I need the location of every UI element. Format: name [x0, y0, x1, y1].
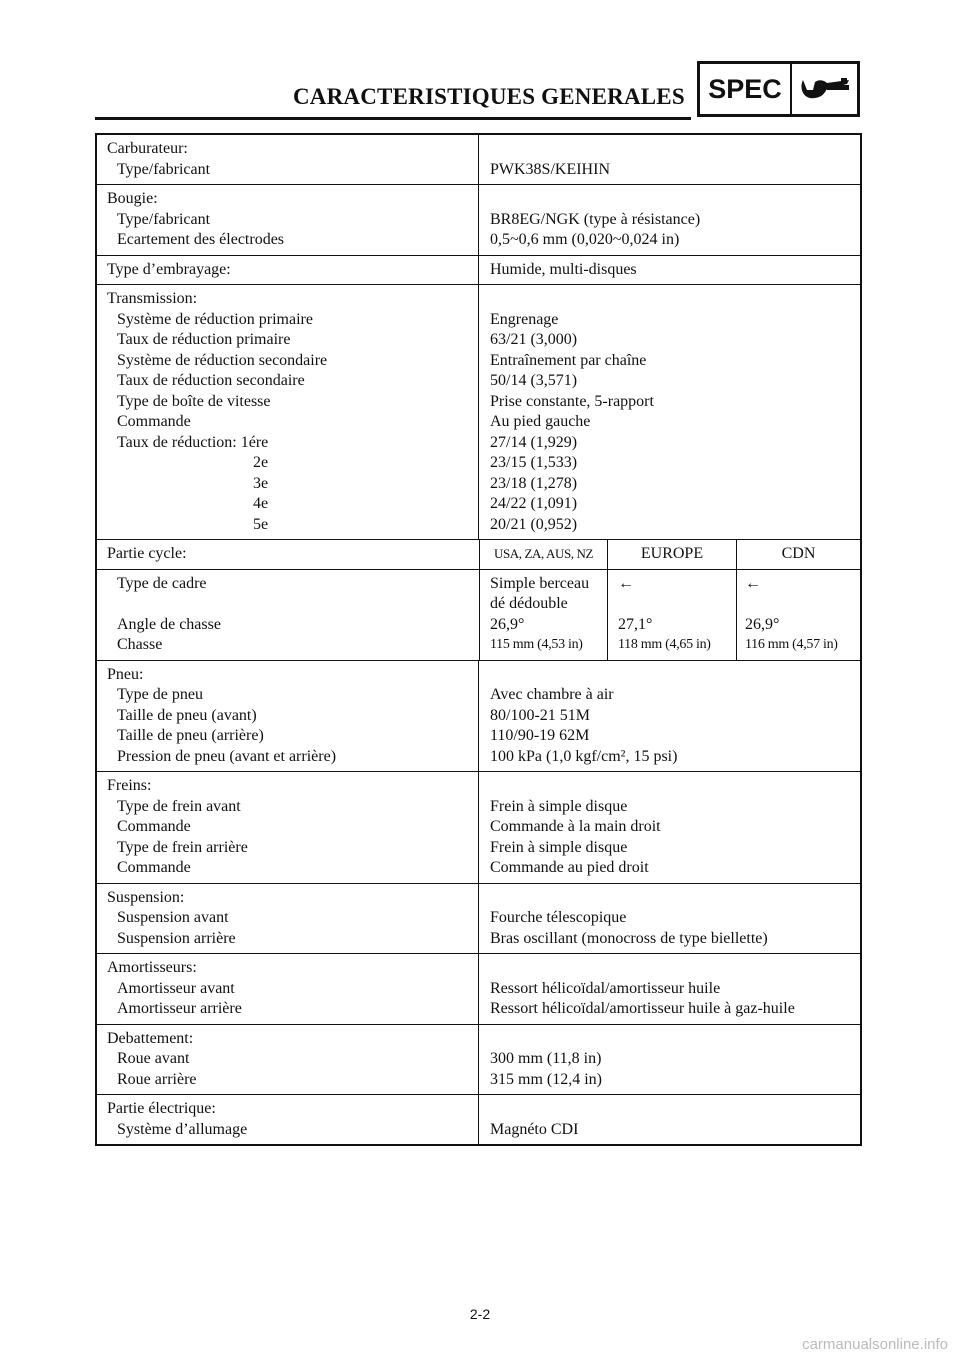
spec-label: Roue arrière	[117, 1070, 197, 1088]
region-header-0: USA, ZA, AUS, NZ	[479, 540, 607, 569]
column-divider	[478, 1095, 479, 1144]
spec-section-transmission	[97, 284, 860, 539]
page-title: CARACTERISTIQUES GENERALES	[293, 84, 685, 109]
frame-value: 116 mm (4,57 in)	[745, 637, 838, 652]
spec-value: 300 mm (11,8 in)	[490, 1050, 602, 1067]
spec-section-carburateur	[97, 135, 860, 184]
spec-value: 24/22 (1,091)	[490, 495, 578, 512]
wrench-icon	[792, 64, 857, 114]
region-column-1	[607, 570, 736, 660]
spec-label: Partie électrique:	[107, 1100, 216, 1117]
spec-value	[480, 1029, 860, 1050]
spec-value: Ressort hélicoïdal/amortisseur huile à gaz-huile	[490, 1000, 795, 1017]
spec-value: Frein à simple disque	[490, 797, 628, 815]
column-divider	[478, 661, 479, 772]
spec-label: Type de boîte de vitesse	[117, 392, 271, 410]
spec-label: Taille de pneu (avant)	[117, 706, 257, 724]
region-column-0	[479, 570, 607, 660]
spec-label: Type de pneu	[117, 686, 203, 703]
spec-value	[480, 888, 860, 909]
spec-value	[480, 189, 860, 210]
spec-label: Taux de réduction primaire	[117, 331, 291, 348]
spec-value: Frein à simple disque	[490, 838, 628, 856]
spec-label: Taux de réduction: 1ére	[117, 433, 269, 451]
spec-label: Commande	[117, 818, 191, 835]
column-divider	[478, 185, 479, 255]
spec-value: 20/21 (0,952)	[490, 515, 578, 533]
spec-label: Type/fabricant	[117, 210, 211, 228]
spec-label: Taille de pneu (arrière)	[117, 727, 264, 744]
spec-label: Pression de pneu (avant et arrière)	[117, 747, 337, 765]
frame-label	[117, 594, 479, 615]
spec-label: 2e	[253, 454, 269, 471]
frame-value: ←	[745, 574, 761, 592]
spec-label: Commande	[117, 413, 191, 430]
spec-section-suspension	[97, 883, 860, 954]
spec-value: 315 mm (12,4 in)	[490, 1070, 602, 1088]
spec-value	[480, 958, 860, 979]
spec-value: 27/14 (1,929)	[490, 433, 578, 451]
spec-section-debattement	[97, 1024, 860, 1095]
spec-value: 63/21 (3,000)	[490, 331, 578, 348]
spec-label: Type d’embrayage:	[107, 260, 231, 278]
spec-label: Amortisseurs:	[107, 959, 197, 976]
spec-value	[480, 289, 860, 310]
column-divider	[478, 1025, 479, 1095]
column-divider	[478, 256, 479, 285]
spec-label: Système de réduction primaire	[117, 310, 313, 328]
spec-label: Type de frein avant	[117, 797, 241, 815]
spec-section-freins	[97, 771, 860, 883]
spec-label: Freins:	[107, 777, 152, 794]
spec-value: Commande au pied droit	[490, 859, 649, 876]
spec-value: 50/14 (3,571)	[490, 372, 578, 389]
region-column-2	[736, 570, 860, 660]
spec-label: Pneu:	[107, 665, 144, 683]
frame-label: Type de cadre	[117, 574, 207, 592]
spec-table	[95, 133, 862, 1146]
spec-value: 23/18 (1,278)	[490, 474, 578, 492]
spec-value: Bras oscillant (monocross de type biellette)	[490, 929, 768, 947]
frame-value: dé dédouble	[490, 595, 568, 612]
spec-value	[480, 665, 860, 686]
spec-value: Entraînement par chaîne	[490, 351, 647, 369]
frame-section-label: Partie cycle:	[107, 545, 187, 562]
spec-label: Carburateur:	[107, 140, 188, 157]
spec-section-bougie	[97, 184, 860, 255]
watermark: carmanualsonline.info	[802, 1336, 948, 1353]
column-divider	[478, 884, 479, 954]
spec-label: Amortisseur arrière	[117, 1000, 242, 1017]
spec-value: Avec chambre à air	[490, 686, 614, 703]
frame-body-row	[97, 569, 860, 660]
frame-label: Angle de chasse	[117, 615, 221, 633]
spec-value: 80/100-21 51M	[490, 706, 590, 724]
spec-box	[697, 61, 860, 117]
frame-value: 118 mm (4,65 in)	[618, 637, 711, 652]
spec-label: Type/fabricant	[117, 160, 211, 178]
spec-label: Suspension avant	[117, 909, 229, 926]
spec-section-electrique	[97, 1094, 860, 1144]
column-divider	[478, 135, 479, 184]
spec-label: Bougie:	[107, 190, 158, 207]
column-divider	[478, 772, 479, 883]
spec-label: Système d’allumage	[117, 1120, 248, 1138]
spec-section-pneu	[97, 660, 860, 772]
spec-label: Transmission:	[107, 290, 198, 307]
spec-value: Prise constante, 5-rapport	[490, 392, 654, 410]
spec-section-amortisseurs	[97, 953, 860, 1024]
spec-value: PWK38S/KEIHIN	[490, 160, 610, 178]
region-header-2: CDN	[736, 540, 860, 569]
column-divider	[478, 954, 479, 1024]
frame-value: ←	[618, 574, 634, 592]
spec-label: Système de réduction secondaire	[117, 351, 328, 369]
frame-label: Chasse	[117, 636, 163, 653]
spec-label: 3e	[253, 474, 269, 492]
spec-section-embrayage	[97, 255, 860, 285]
spec-label: Ecartement des électrodes	[117, 231, 285, 248]
frame-value	[745, 594, 860, 615]
spec-value: Ressort hélicoïdal/amortisseur huile	[490, 979, 721, 997]
spec-value: Engrenage	[490, 310, 559, 328]
spec-value: 0,5~0,6 mm (0,020~0,024 in)	[490, 231, 680, 248]
region-header-1: EUROPE	[607, 540, 736, 569]
header-rule	[95, 117, 691, 120]
frame-value: 27,1°	[618, 615, 653, 633]
spec-value: Commande à la main droit	[490, 818, 661, 835]
spec-label: Roue avant	[117, 1050, 190, 1067]
spec-label: Type de frein arrière	[117, 838, 248, 856]
spec-label: Suspension:	[107, 888, 185, 906]
spec-value	[480, 776, 860, 797]
spec-label: Commande	[117, 859, 191, 876]
spec-value: Humide, multi-disques	[490, 260, 637, 278]
spec-value: 110/90-19 62M	[490, 727, 590, 744]
spec-value: 100 kPa (1,0 kgf/cm², 15 psi)	[490, 747, 678, 765]
spec-value: BR8EG/NGK (type à résistance)	[490, 210, 701, 228]
frame-value: 26,9°	[745, 615, 780, 633]
frame-value: Simple berceau	[490, 574, 590, 592]
spec-label: SPEC	[700, 64, 792, 114]
page-number: 2-2	[469, 1306, 491, 1322]
spec-label: Debattement:	[107, 1029, 194, 1047]
spec-value	[480, 139, 860, 160]
spec-label: Suspension arrière	[117, 929, 236, 947]
column-divider	[478, 285, 479, 539]
spec-value: Au pied gauche	[490, 413, 591, 430]
frame-value: 26,9°	[490, 615, 525, 633]
spec-value: Magnéto CDI	[490, 1120, 579, 1138]
spec-label: 4e	[253, 495, 269, 512]
spec-label: 5e	[253, 515, 269, 533]
spec-value: 23/15 (1,533)	[490, 454, 578, 471]
spec-value: Fourche télescopique	[490, 909, 627, 926]
frame-value: 115 mm (4,53 in)	[490, 637, 583, 652]
frame-header-row	[97, 539, 860, 569]
spec-label: Amortisseur avant	[117, 979, 235, 997]
frame-labels	[97, 570, 479, 660]
spec-label: Taux de réduction secondaire	[117, 372, 305, 389]
spec-value	[480, 1099, 860, 1120]
frame-value	[618, 594, 736, 615]
